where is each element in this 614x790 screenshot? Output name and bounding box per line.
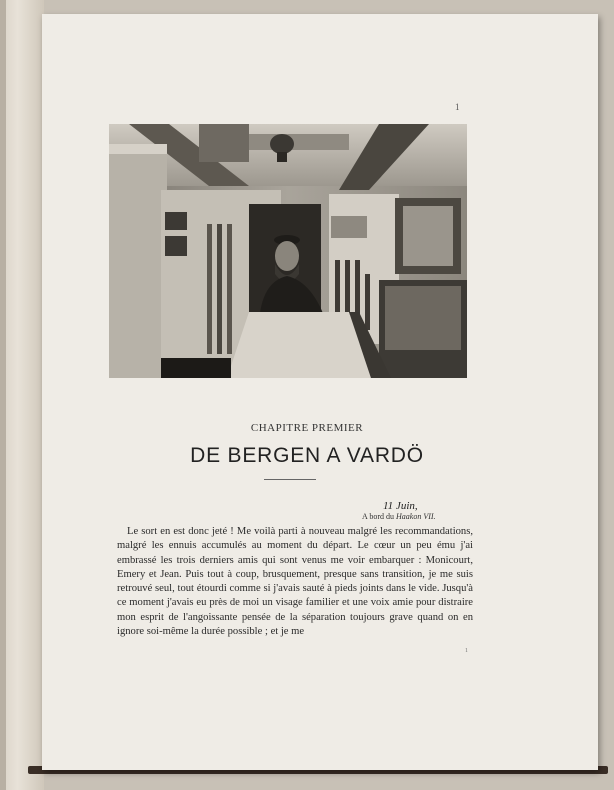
cabin-photograph [109, 124, 467, 378]
location-prefix: A bord du [362, 512, 394, 521]
spine-edge [0, 0, 6, 790]
entry-date: 11 Juin, [383, 500, 418, 512]
ship-name: Haakon VII. [396, 512, 436, 521]
title-rule [264, 479, 316, 480]
chapter-title: DE BERGEN A VARDÖ [190, 444, 424, 467]
book-spine [0, 0, 44, 790]
signature-mark: 1 [465, 648, 468, 654]
chapter-label: CHAPITRE PREMIER [250, 422, 364, 434]
page-number: 1 [455, 102, 460, 112]
body-paragraph-block [117, 525, 473, 639]
body-paragraph: Le sort en est donc jeté ! Me voilà parti à nouveau malgré les recommandations, malgré les ennuis accumulés au moment du départ. Le cœur un peu ému j'ai embrassé les trois derniers amis qui sont venus me voir embarquer : Monicourt, Emery et Jean. Puis tout à coup, brusquement, presque sans transition, je me suis retrouvé seul, tout étourdi comme si j'avais sauté à pieds joints dans le vide. Jusqu'à ce moment j'avais eu près de moi un visage familier et une voix amie pour distraire mon esprit de l'angoissante pensée de la séparation toujours grave quand on en ignore soi-même la durée possible ; et je me [117, 526, 473, 638]
entry-location [362, 512, 436, 521]
